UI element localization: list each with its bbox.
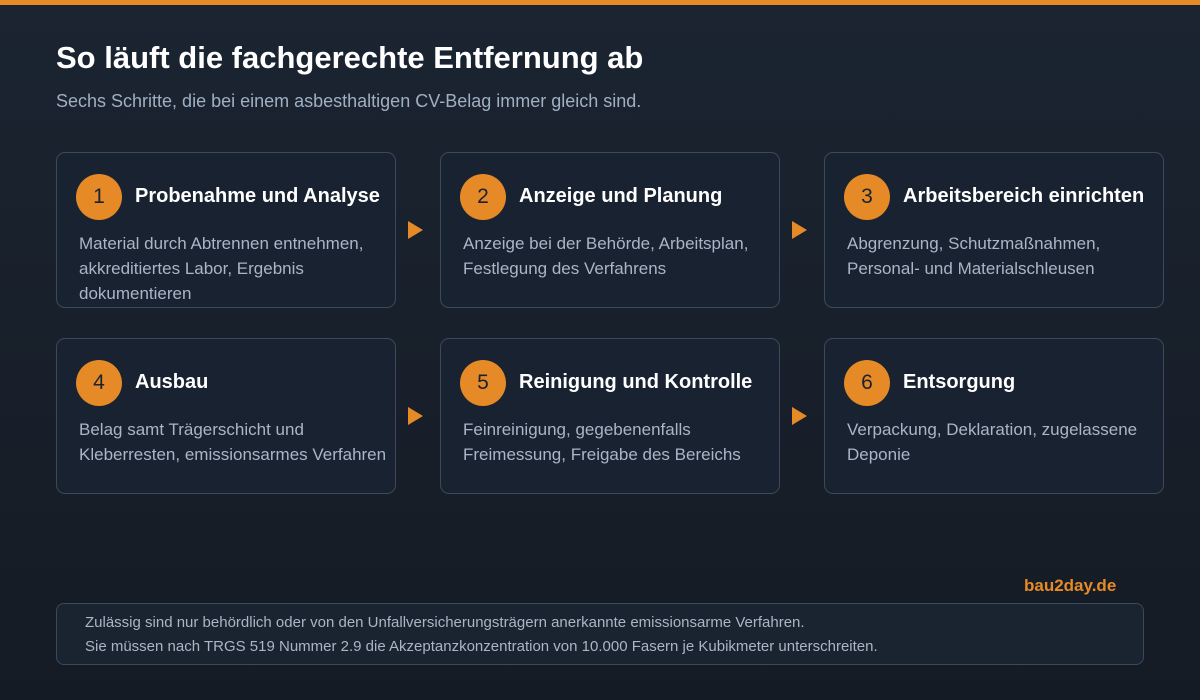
- arrow-right-icon: [408, 221, 423, 239]
- arrow-right-icon: [408, 407, 423, 425]
- step-title: Anzeige und Planung: [519, 185, 723, 207]
- step-card-4: [56, 338, 396, 494]
- step-title: Entsorgung: [903, 371, 1016, 393]
- step-description: Feinreinigung, gegebenenfalls Freimessung, Freigabe des Bereichs: [463, 420, 741, 464]
- page-subtitle: Sechs Schritte, die bei einem asbesthaltigen CV-Belag immer gleich sind.: [56, 91, 642, 111]
- step-title: Arbeitsbereich einrichten: [903, 185, 1145, 207]
- note-line-2: Sie müssen nach TRGS 519 Nummer 2.9 die Akzeptanzkonzentration von 10.000 Fasern je Kubikmeter unterschreiten.: [85, 638, 878, 655]
- step-number-badge: 1: [76, 174, 122, 220]
- top-accent-bar: [0, 0, 1200, 5]
- step-description: Verpackung, Deklaration, zugelassene Deponie: [847, 420, 1138, 464]
- step-number-badge: 3: [844, 174, 890, 220]
- step-card-5: [440, 338, 780, 494]
- step-card-3: [824, 152, 1164, 308]
- step-description: Belag samt Trägerschicht und Kleberresten, emissionsarmes Verfahren: [79, 420, 387, 464]
- step-title: Reinigung und Kontrolle: [519, 371, 753, 393]
- brand-logo-text: bau2day.de: [1024, 576, 1117, 595]
- step-title: Ausbau: [135, 371, 209, 393]
- note-line-1: Zulässig sind nur behördlich oder von den Unfallversicherungsträgern anerkannte emissionsarme Verfahren.: [85, 614, 805, 631]
- step-number-badge: 5: [460, 360, 506, 406]
- step-description: Material durch Abtrennen entnehmen, akkreditiertes Labor, Ergebnis dokumentieren: [79, 234, 364, 303]
- info-note-box: [56, 603, 1144, 665]
- arrow-right-icon: [792, 221, 807, 239]
- step-description: Abgrenzung, Schutzmaßnahmen, Personal- und Materialschleusen: [847, 234, 1101, 278]
- step-card-6: [824, 338, 1164, 494]
- step-number-badge: 4: [76, 360, 122, 406]
- arrow-right-icon: [792, 407, 807, 425]
- step-description: Anzeige bei der Behörde, Arbeitsplan, Festlegung des Verfahrens: [463, 234, 749, 278]
- step-card-2: [440, 152, 780, 308]
- step-number-badge: 6: [844, 360, 890, 406]
- page-title: So läuft die fachgerechte Entfernung ab: [56, 40, 644, 75]
- step-card-1: [56, 152, 396, 308]
- step-number-badge: 2: [460, 174, 506, 220]
- step-title: Probenahme und Analyse: [135, 185, 380, 207]
